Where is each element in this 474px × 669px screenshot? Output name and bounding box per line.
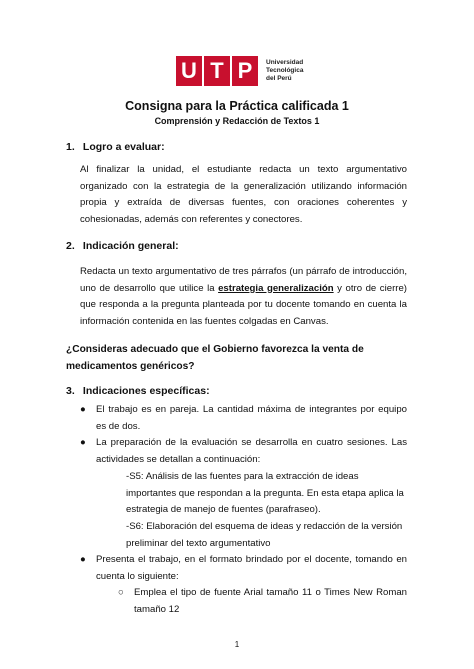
logo-university-name [266, 59, 303, 83]
document-subtitle: Comprensión y Redacción de Textos 1 [154, 116, 320, 126]
bullet-icon: ● [80, 404, 86, 415]
session-5-description: -S5: Análisis de las fuentes para la extracción de ideas importantes que respondan a la pregunta. En esta etapa aplica la estrategia de manejo de fuentes (parafraseo). [126, 471, 404, 515]
section-2-number: 2. [66, 240, 75, 252]
section-2-body [80, 264, 407, 330]
sub-item-1-text: Emplea el tipo de fuente Arial tamaño 11 o Times New Roman tamaño 12 [134, 587, 407, 615]
section-2-body-after: y otro de cierre) que responda a la pregunta planteada por tu docente tomando en cuenta la información contenida en las fuentes colgadas en Canvas. [80, 282, 407, 327]
section-3-number: 3. [66, 385, 75, 397]
logo-line-1: Universidad [266, 59, 304, 66]
assignment-question: ¿Consideras adecuado que el Gobierno favorezca la venta de medicamentos genéricos? [66, 344, 364, 372]
bullet-icon: ● [80, 437, 86, 448]
section-1-body: Al finalizar la unidad, el estudiante redacta un texto argumentativo organizado con la estrategia de la generalización utilizando información propia y extraída de diversas fuentes, con oraciones coherentes y cohesionadas, además con referentes y conectores. [80, 164, 407, 225]
section-2-emphasis: estrategia generalización [218, 282, 334, 294]
list-item-sub-1 [118, 585, 407, 618]
section-1-number: 1. [66, 141, 75, 153]
section-2-heading [66, 240, 179, 252]
bullet-icon: ● [80, 554, 86, 565]
bullet-1-text: El trabajo es en pareja. La cantidad máxima de integrantes por equipo es de dos. [96, 404, 407, 432]
section-3-heading [66, 385, 210, 397]
session-6-description: -S6: Elaboración del esquema de ideas y redacción de la versión preliminar del texto argumentativo [126, 521, 403, 549]
list-item-bullet-3 [80, 552, 407, 585]
bullet-2-text: La preparación de la evaluación se desarrolla en cuatro sesiones. Las actividades se detallan a continuación: [96, 437, 407, 465]
list-item-bullet-2 [80, 435, 407, 468]
logo-line-2: Tecnológica [266, 67, 304, 74]
bullet-3-text: Presenta el trabajo, en el formato brindado por el docente, tomando en cuenta lo siguiente: [96, 554, 407, 582]
list-item-bullet-1 [80, 402, 407, 435]
logo-letters [176, 56, 260, 86]
section-2-title: Indicación general: [82, 240, 179, 252]
section-1-heading [66, 141, 165, 153]
page-number: 1 [234, 640, 240, 649]
document-title: Consigna para la Práctica calificada 1 [125, 99, 349, 113]
circle-bullet-icon: ○ [118, 587, 124, 598]
section-3-title: Indicaciones específicas: [82, 385, 210, 397]
logo-letter-u: U [176, 56, 202, 86]
utp-logo [176, 56, 303, 86]
logo-letter-p: P [232, 56, 258, 86]
logo-letter-t: T [204, 56, 230, 86]
section-1-title: Logro a evaluar: [82, 141, 165, 153]
section-2-body-before: Redacta un texto argumentativo de tres párrafos (un párrafo de introducción, uno de desarrollo que utilice la [80, 266, 407, 294]
logo-line-3: del Perú [266, 75, 292, 82]
